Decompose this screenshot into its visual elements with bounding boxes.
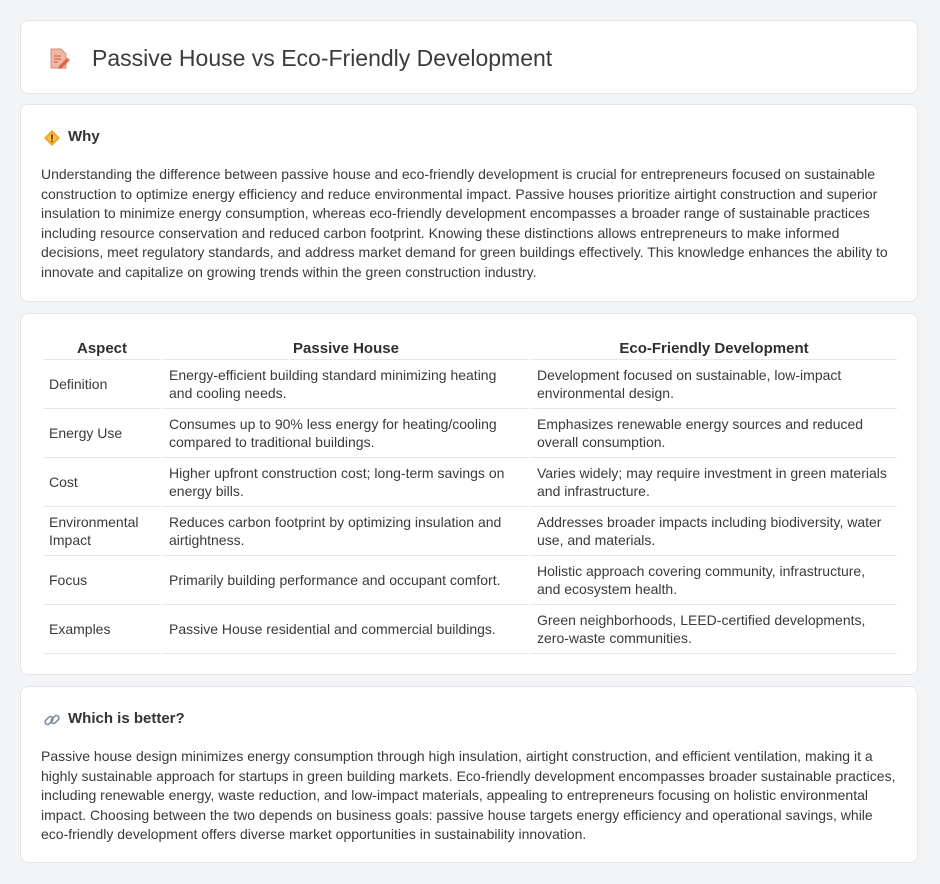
comparison-table xyxy=(41,335,899,654)
page-title: Passive House vs Eco-Friendly Development xyxy=(92,45,553,71)
why-section xyxy=(20,104,918,302)
passive-house-cell: Consumes up to 90% less energy for heating/cooling compared to traditional buildings. xyxy=(163,409,529,458)
eco-friendly-cell: Green neighborhoods, LEED-certified developments, zero-waste communities. xyxy=(531,605,897,654)
diamond-warning-icon xyxy=(43,129,61,147)
aspect-cell: Focus xyxy=(43,556,161,605)
which-is-better-title: Which is better? xyxy=(68,710,185,727)
aspect-cell: Energy Use xyxy=(43,409,161,458)
link-icon xyxy=(43,711,61,729)
why-title: Why xyxy=(68,128,100,145)
comparison-section xyxy=(20,313,918,675)
table-row xyxy=(43,409,897,458)
aspect-cell: Examples xyxy=(43,605,161,654)
aspect-cell: Cost xyxy=(43,458,161,507)
why-text: Understanding the difference between passive house and eco-friendly development is crucial for entrepreneurs focused on sustainable construction to optimize energy efficiency and reduce environmental impact. Passive houses prioritize airtight construction and superior insulation to minimize energy consumption, whereas eco-friendly development encompasses a broader range of sustainable practices including resource conservation and reduced carbon footprint. Knowing these distinctions allows entrepreneurs to make informed decisions, meet regulatory standards, and address market demand for green buildings effectively. This knowledge enhances the ability to innovate and capitalize on growing trends within the green construction industry. xyxy=(41,166,888,280)
column-header-aspect: Aspect xyxy=(43,335,161,360)
which-is-better-text: Passive house design minimizes energy consumption through high insulation, airtight construction, and efficient ventilation, making it a highly sustainable approach for startups in green building markets. Eco-friendly development encompasses broader sustainable practices, including renewable energy, waste reduction, and low-impact materials, appealing to entrepreneurs focusing on holistic environmental impact. Choosing between the two depends on business goals: passive house targets energy efficiency and operational savings, while eco-friendly development offers diverse market opportunities in sustainability innovation. xyxy=(41,748,896,842)
document-pencil-icon xyxy=(47,47,71,71)
header-card xyxy=(20,20,918,94)
table-row xyxy=(43,507,897,556)
table-row xyxy=(43,605,897,654)
eco-friendly-cell: Emphasizes renewable energy sources and reduced overall consumption. xyxy=(531,409,897,458)
table-row xyxy=(43,458,897,507)
passive-house-cell: Energy-efficient building standard minimizing heating and cooling needs. xyxy=(163,360,529,409)
eco-friendly-cell: Holistic approach covering community, infrastructure, and ecosystem health. xyxy=(531,556,897,605)
which-is-better-section xyxy=(20,686,918,863)
passive-house-cell: Reduces carbon footprint by optimizing insulation and airtightness. xyxy=(163,507,529,556)
aspect-cell: Environmental Impact xyxy=(43,507,161,556)
column-header-eco-friendly: Eco-Friendly Development xyxy=(531,335,897,360)
passive-house-cell: Primarily building performance and occupant comfort. xyxy=(163,556,529,605)
aspect-cell: Definition xyxy=(43,360,161,409)
eco-friendly-cell: Development focused on sustainable, low-impact environmental design. xyxy=(531,360,897,409)
passive-house-cell: Higher upfront construction cost; long-term savings on energy bills. xyxy=(163,458,529,507)
table-row xyxy=(43,556,897,605)
eco-friendly-cell: Addresses broader impacts including biodiversity, water use, and materials. xyxy=(531,507,897,556)
column-header-passive-house: Passive House xyxy=(163,335,529,360)
passive-house-cell: Passive House residential and commercial buildings. xyxy=(163,605,529,654)
table-header-row xyxy=(43,335,897,360)
eco-friendly-cell: Varies widely; may require investment in green materials and infrastructure. xyxy=(531,458,897,507)
table-row xyxy=(43,360,897,409)
